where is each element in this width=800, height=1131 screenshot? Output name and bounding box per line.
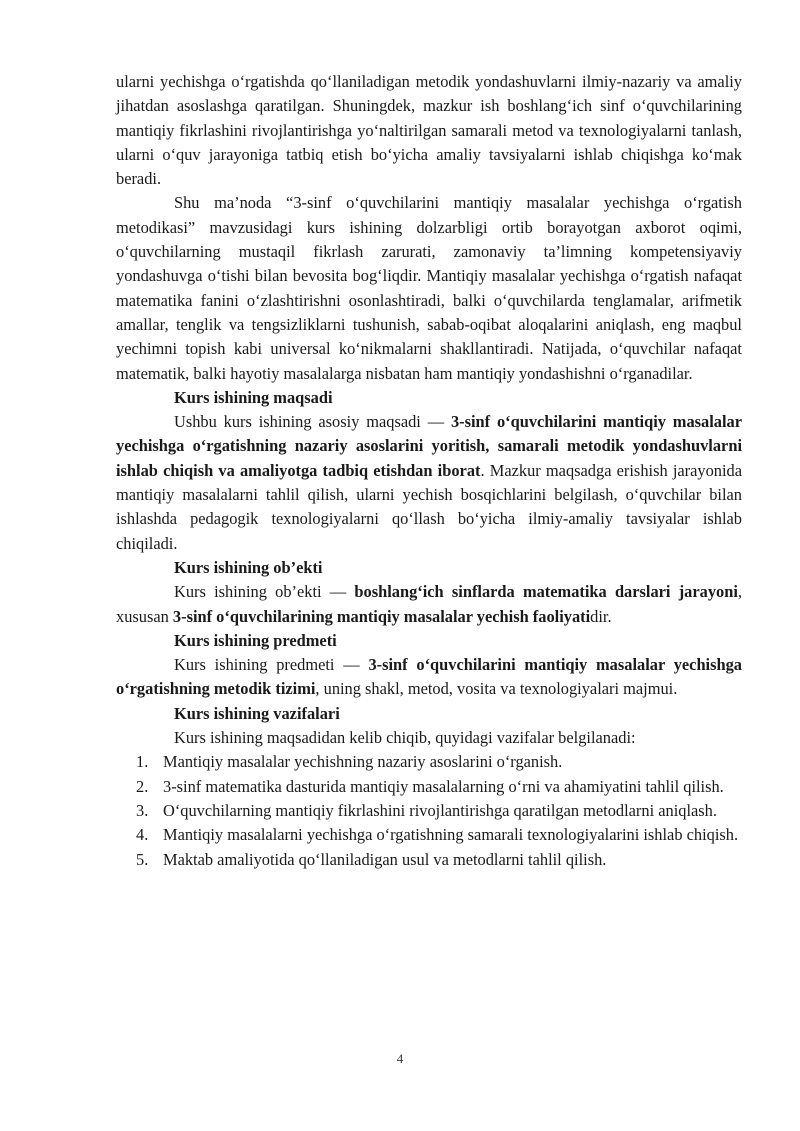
object-bold-1: boshlang‘ich sinflarda matematika darslari jarayoni [354,582,738,602]
list-item-text: Maktab amaliyotida qo‘llaniladigan usul va metodlarni tahlil qilish. [163,849,607,869]
list-item [116,848,742,872]
list-item-text: O‘quvchilarning mantiqiy fikrlashini rivojlantirishga qaratilgan metodlarni aniqlash. [163,800,717,820]
tasks-intro: Kurs ishining maqsadidan kelib chiqib, quyidagi vazifalar belgilanadi: [174,728,636,748]
goal-lead: Ushbu kurs ishining asosiy maqsadi — [174,412,451,432]
goal-paragraph [116,410,742,556]
object-tail: dir. [590,606,612,626]
relevance-paragraph: Shu ma’noda “3-sinf o‘quvchilarini mantiqiy masalalar yechishga o‘rgatish metodikasi” mavzusidagi kurs ishining dolzarbligi ortib borayotgan axborot oqimi, o‘quvchilarning mustaqil fikrlash zarurati, zamonaviy ta’limning kompetensiyaviy yondashuvga o‘tishi bilan bevosita bog‘liqdir. Mantiqiy masalalar yechishga o‘rgatish nafaqat matematika fanini o‘zlashtirishni osonlashtiradi, balki o‘quvchilarda tenglamalar, arifmetik amallar, tenglik va tengsizliklarni tushunish, sabab-oqibat aloqalarini aniqlash, eng maqbul yechimni topish kabi universal ko‘nikmalarni shakllantiradi. Natijada, o‘quvchilar nafaqat matematik, balki hayotiy masalalarga nisbatan ham mantiqiy yondashishni o‘rganadilar. [116,193,742,383]
list-item-number: 5. [136,849,149,869]
goal-heading: Kurs ishining maqsadi [174,387,333,407]
object-paragraph [116,580,742,629]
page-content [116,70,742,872]
subject-tail: , uning shakl, metod, vosita va texnologiyalari majmui. [315,679,678,699]
subject-lead: Kurs ishining predmeti — [174,655,369,675]
list-item-number: 1. [136,752,149,772]
list-item [116,775,742,799]
list-item-text: Mantiqiy masalalar yechishning nazariy asoslarini o‘rganish. [163,752,563,772]
list-item-number: 4. [136,825,149,845]
list-item-text: Mantiqiy masalalarni yechishga o‘rgatishning samarali texnologiyalarini ishlab chiqish. [163,825,739,845]
object-mid: , xususan [116,582,742,626]
tasks-heading: Kurs ishining vazifalari [174,703,340,723]
subject-heading: Kurs ishining predmeti [174,630,337,650]
goal-bold: 3-sinf o‘quvchilarini mantiqiy masalalar yechishga o‘rgatishning nazariy asoslarini yoritish, samarali metodik yondashuvlarni ishlab chiqish va amaliyotga tadbiq etishdan iborat [116,412,742,480]
subject-bold: 3-sinf o‘quvchilarini mantiqiy masalalar yechishga o‘rgatishning metodik tizimi [116,655,742,699]
list-item [116,799,742,823]
list-item-number: 2. [136,776,149,796]
tasks-list [116,750,742,871]
list-item-text: 3-sinf matematika dasturida mantiqiy masalalarning o‘rni va ahamiyatini tahlil qilish. [163,776,724,796]
subject-paragraph [116,653,742,702]
object-bold-2: 3-sinf o‘quvchilarining mantiqiy masalalar yechish faoliyati [172,606,591,626]
intro-paragraph: ularni yechishga o‘rgatishda qo‘llaniladigan metodik yondashuvlarni ilmiy-nazariy va amaliy jihatdan asoslashga qaratilgan. Shuningdek, mazkur ish boshlang‘ich sinf o‘quvchilarining mantiqiy fikrlashini rivojlantirishga yo‘naltirilgan samarali metod va texnologiyalarni tanlash, ularni o‘quv jarayoniga tatbiq etish bo‘yicha amaliy tavsiyalarni ishlab chiqishga ko‘mak beradi. [116,72,742,189]
list-item [116,750,742,774]
goal-tail: . Mazkur maqsadga erishish jarayonida mantiqiy masalalarni tahlil qilish, ularni yechish bosqichlarini belgilash, o‘quvchilar bilan ishlashda pedagogik texnologiyalarni qo‘llash bo‘yicha ilmiy-amaliy tavsiyalar ishlab chiqiladi. [116,460,742,553]
object-heading: Kurs ishining ob’ekti [174,557,323,577]
page-number: 4 [396,1051,404,1066]
list-item-number: 3. [136,800,149,820]
object-lead: Kurs ishining ob’ekti — [174,582,355,602]
list-item [116,823,742,847]
